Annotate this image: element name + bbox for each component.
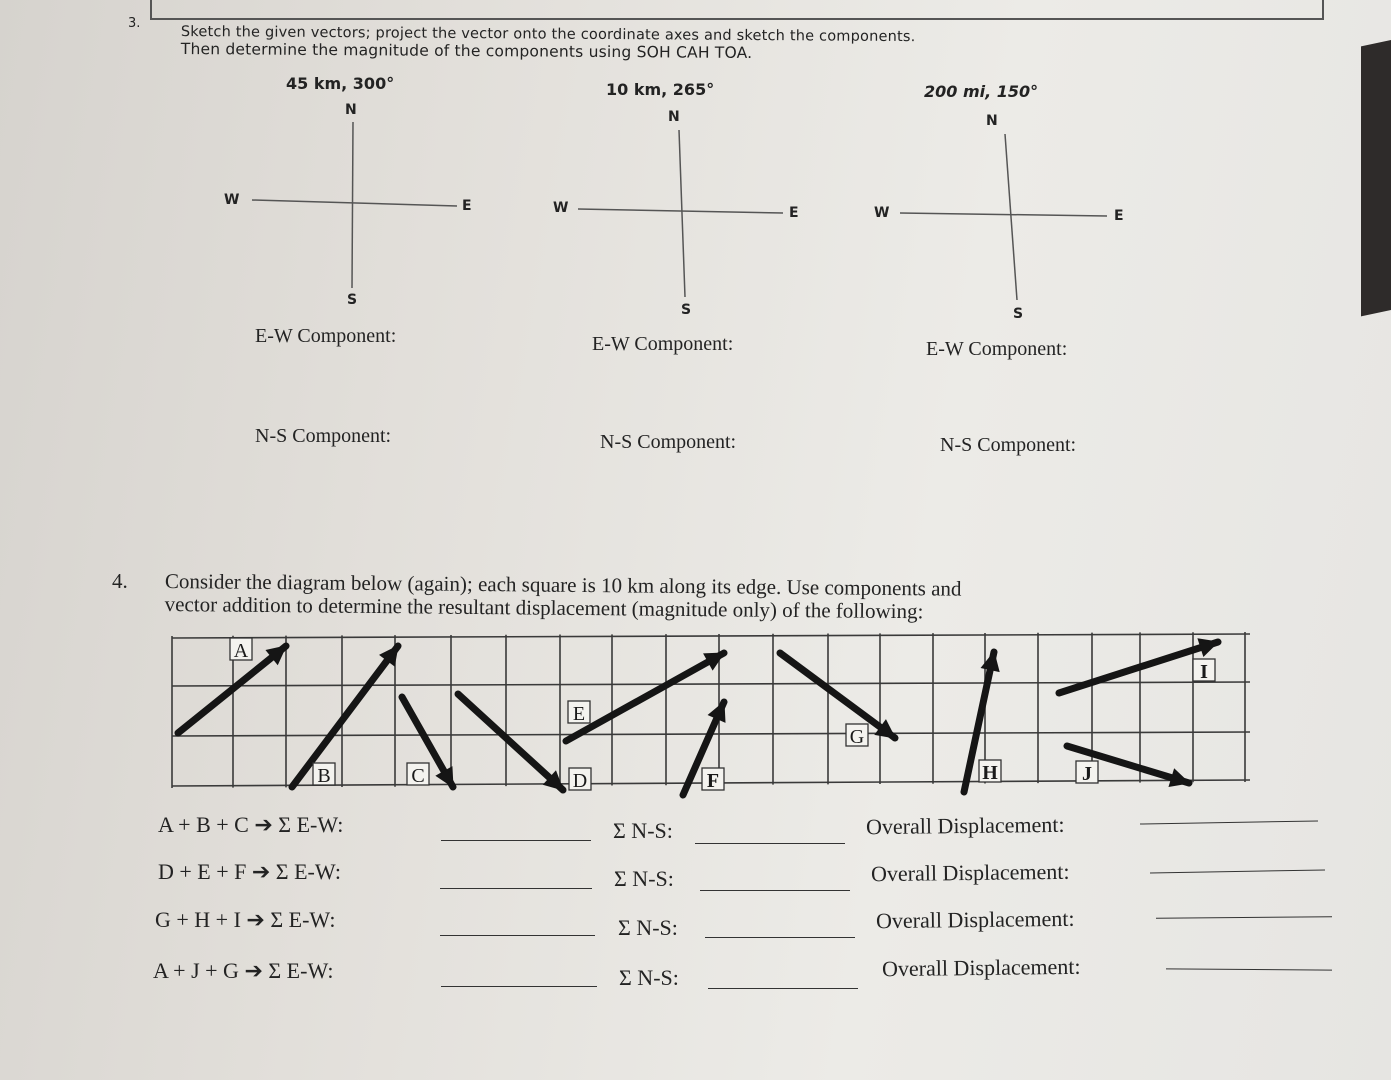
vector-e-label: E — [572, 703, 586, 725]
question-3-number: 3. — [128, 16, 141, 31]
vector-h-label: H — [982, 762, 998, 784]
vector-b-label: B — [317, 765, 331, 787]
compass-3-n: N — [986, 113, 998, 129]
row-3-ns-label: Σ N-S: — [618, 915, 678, 940]
vector-i-arrowhead — [1198, 639, 1218, 656]
question-3-line-2: Then determine the magnitude of the components using SOH CAH TOA. — [180, 39, 753, 62]
grid-hline-0 — [172, 634, 1250, 638]
vector-b — [292, 646, 398, 787]
compass-1-s: S — [347, 292, 358, 308]
compass-3-ns-axis — [1005, 134, 1017, 300]
row-2-ew-blank[interactable] — [440, 888, 592, 889]
compass-2-ew-label: E-W Component: — [592, 333, 734, 355]
compass-2-ns-axis — [679, 130, 685, 297]
row-4-ns-label: Σ N-S: — [619, 965, 679, 990]
vector-j-arrowhead — [1169, 769, 1189, 786]
row-3-expression: G + H + I ➔ Σ E-W: — [155, 907, 336, 932]
compass-1-axes — [252, 122, 457, 288]
compass-1-ew-label: E-W Component: — [255, 325, 397, 347]
vector-g-label: G — [849, 726, 865, 748]
vector-e — [566, 653, 724, 741]
row-1-overall-label: Overall Displacement: — [865, 811, 1065, 840]
compass-3-e: E — [1114, 208, 1124, 224]
vector-c-label: C — [411, 765, 425, 787]
row-2-ns-blank[interactable] — [700, 890, 850, 891]
compass-2-s: S — [681, 302, 692, 318]
row-1-ns-blank[interactable] — [695, 843, 845, 844]
row-1-ew-blank[interactable] — [441, 840, 591, 841]
vector-a-label: A — [233, 640, 249, 662]
row-3-ns-blank[interactable] — [705, 937, 855, 938]
row-2-ns-label: Σ N-S: — [614, 866, 674, 891]
compass-2-axes — [578, 130, 783, 297]
compass-1-w: W — [224, 192, 240, 208]
row-4-expression: A + J + G ➔ Σ E-W: — [153, 958, 334, 983]
row-4-ew-blank[interactable] — [441, 986, 597, 987]
question-4-line-2: vector addition to determine the resultant displacement (magnitude only) of the following: — [164, 591, 924, 624]
compass-3-ew-label: E-W Component: — [926, 338, 1068, 360]
row-4-overall-label: Overall Displacement: — [881, 953, 1081, 982]
question-4-instructions — [165, 570, 962, 624]
compass-2-e: E — [789, 205, 799, 221]
compass-1-ns-axis — [352, 122, 353, 288]
row-1-expression: A + B + C ➔ Σ E-W: — [158, 812, 344, 837]
row-4-ns-blank[interactable] — [708, 988, 858, 989]
row-3-ew-blank[interactable] — [440, 935, 595, 936]
vector-i-label: I — [1200, 661, 1208, 683]
question-4-number: 4. — [112, 569, 128, 593]
question-3-line-1: Sketch the given vectors; project the vector onto the coordinate axes and sketch the components. — [180, 23, 916, 46]
vector-label-1: 45 km, 300° — [286, 74, 395, 93]
compass-3-ew-axis — [900, 213, 1107, 216]
compass-1-ns-label: N-S Component: — [255, 425, 392, 447]
vector-f-label: F — [706, 770, 720, 792]
vector-label-3: 200 mi, 150° — [924, 82, 1039, 101]
compass-3-ns-label: N-S Component: — [940, 434, 1077, 456]
compass-3-s: S — [1013, 306, 1024, 322]
compass-2-n: N — [668, 109, 680, 125]
compass-1-ew-axis — [252, 200, 457, 206]
row-2-overall-label: Overall Displacement: — [870, 858, 1070, 887]
row-2-expression: D + E + F ➔ Σ E-W: — [158, 859, 341, 884]
question-4-line-1: Consider the diagram below (again); each square is 10 km along its edge. Use components and — [164, 569, 962, 601]
vector-label-2: 10 km, 265° — [606, 80, 715, 99]
vector-d — [458, 694, 563, 790]
compass-1-n: N — [345, 102, 357, 118]
compass-2-ew-axis — [578, 209, 783, 213]
compass-3-axes — [900, 134, 1107, 300]
vector-g — [780, 653, 895, 738]
row-1-ns-label: Σ N-S: — [613, 818, 673, 843]
compass-3-w: W — [874, 205, 890, 221]
compass-1-e: E — [462, 198, 472, 214]
vector-j-label: J — [1082, 763, 1092, 785]
vector-d-label: D — [572, 770, 588, 792]
compass-2-w: W — [553, 200, 569, 216]
compass-2-ns-label: N-S Component: — [600, 431, 737, 453]
row-3-overall-label: Overall Displacement: — [875, 905, 1075, 934]
